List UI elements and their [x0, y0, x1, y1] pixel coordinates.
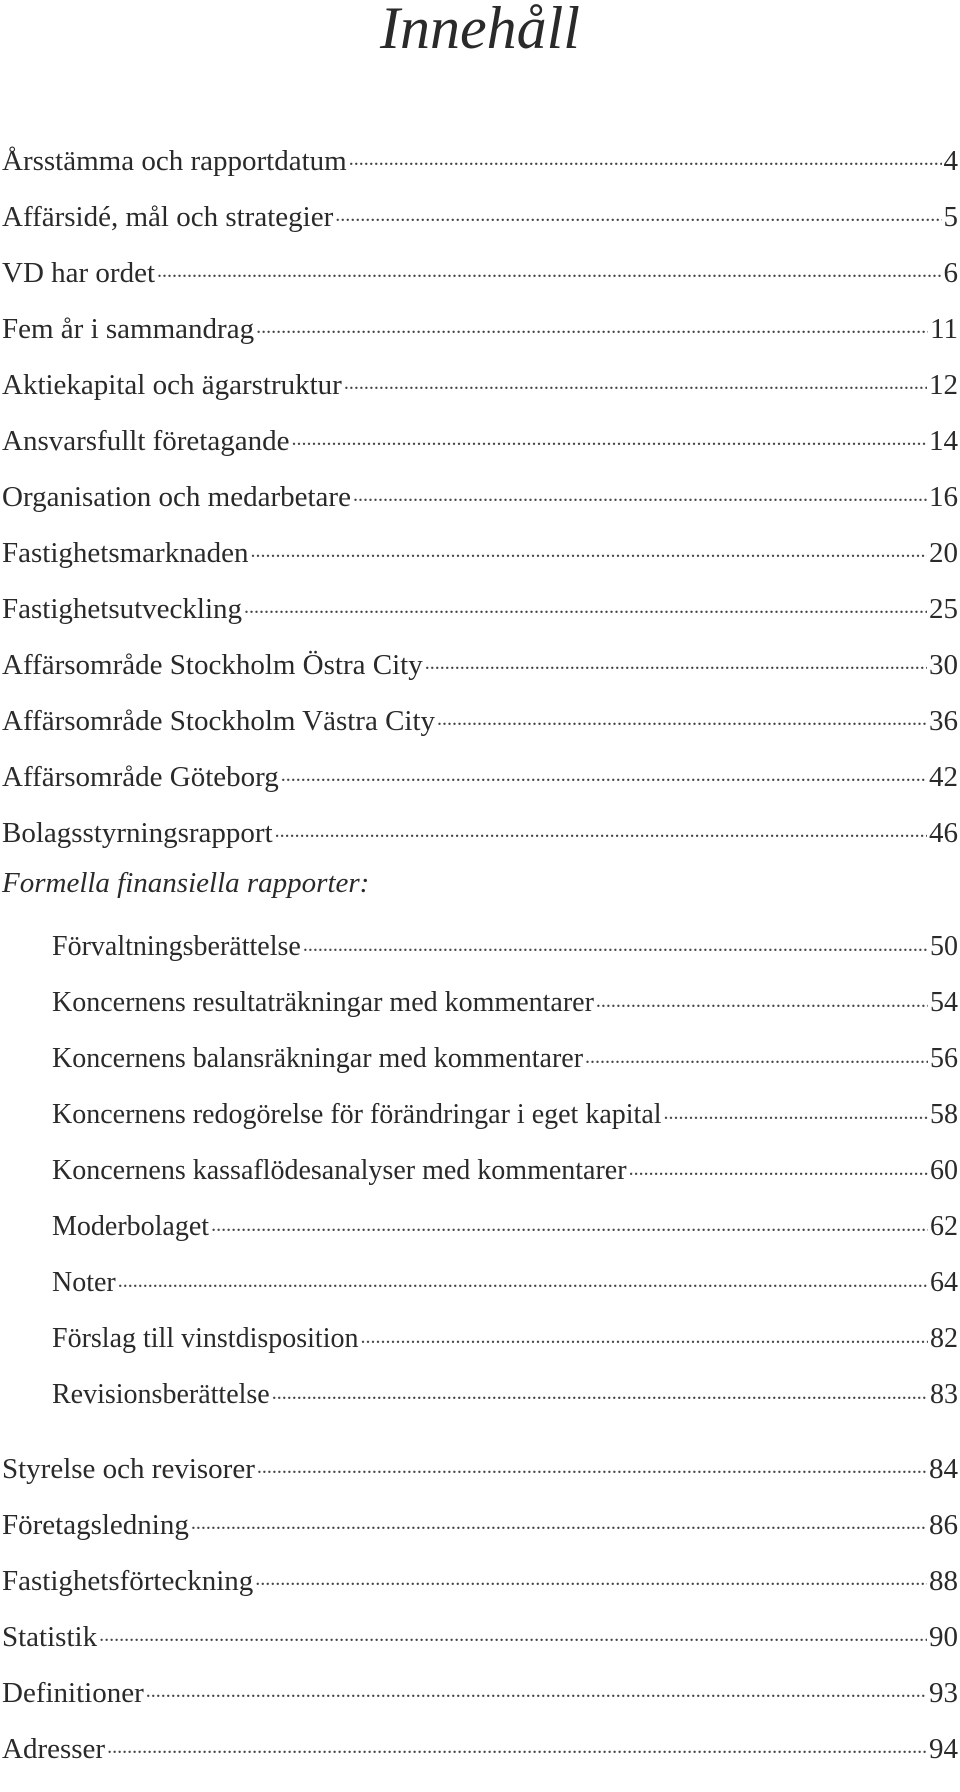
toc-entry[interactable]: [2, 194, 958, 234]
toc-entry[interactable]: [2, 362, 958, 402]
dot-leader: [664, 1098, 928, 1132]
toc-entry-page: 11: [930, 313, 958, 345]
toc-entry[interactable]: [2, 1558, 958, 1598]
toc-entry-page: 30: [929, 649, 958, 681]
dot-leader: [335, 200, 941, 234]
dot-leader: [272, 1378, 928, 1412]
toc-entry-page: 42: [929, 761, 958, 793]
toc-entry-page: 62: [930, 1211, 958, 1242]
toc-entry-page: 14: [929, 425, 958, 457]
toc-entry[interactable]: [2, 810, 958, 850]
dot-leader: [437, 704, 927, 738]
toc-entry[interactable]: [2, 474, 958, 514]
dot-leader: [211, 1210, 928, 1244]
toc-sub-entry[interactable]: [52, 1204, 958, 1244]
toc-entry-page: 86: [929, 1509, 958, 1541]
dot-leader: [291, 424, 927, 458]
toc-entry-page: 88: [929, 1565, 958, 1597]
toc-entry-label: Företagsledning: [2, 1509, 189, 1541]
dot-leader: [344, 368, 927, 402]
dot-leader: [303, 930, 928, 964]
toc-entry-label: Bolagsstyrningsrapport: [2, 817, 273, 849]
toc-entry-label: Årsstämma och rapportdatum: [2, 145, 347, 177]
toc-entry-page: 58: [930, 1099, 958, 1130]
dot-leader: [425, 648, 927, 682]
dot-leader: [157, 256, 941, 290]
toc-sub-entry[interactable]: [52, 1148, 958, 1188]
dot-leader: [146, 1676, 927, 1710]
toc-entry-page: 56: [930, 1043, 958, 1074]
toc-sub-entry[interactable]: [52, 924, 958, 964]
toc-entry-label: Förvaltningsberättelse: [52, 931, 301, 962]
toc-entry-label: Adresser: [2, 1733, 106, 1765]
toc-entry[interactable]: [2, 1670, 958, 1710]
toc-sub-entry[interactable]: [52, 1316, 958, 1356]
toc-entry-page: 84: [929, 1453, 958, 1485]
toc-entry[interactable]: [2, 530, 958, 570]
toc-entry[interactable]: [2, 250, 958, 290]
toc-entry-page: 64: [930, 1267, 958, 1298]
dot-leader: [244, 592, 927, 626]
toc-entry-label: Ansvarsfullt företagande: [2, 425, 290, 457]
toc-entry-label: Fastighetsförteckning: [2, 1565, 254, 1597]
toc-entry[interactable]: [2, 754, 958, 794]
toc-entry-label: Koncernens kassaflödesanalyser med kommentarer: [52, 1155, 627, 1186]
toc-entry-label: Revisionsberättelse: [52, 1379, 270, 1410]
toc-entry-label: Definitioner: [2, 1677, 144, 1709]
toc-entry-page: 46: [929, 817, 958, 849]
toc-entry-page: 82: [930, 1323, 958, 1354]
dot-leader: [281, 760, 927, 794]
toc-entry-label: Affärsområde Göteborg: [2, 761, 279, 793]
toc-entry-page: 16: [929, 481, 958, 513]
dot-leader: [250, 536, 927, 570]
toc-entry-page: 93: [929, 1677, 958, 1709]
toc-entry-page: 36: [929, 705, 958, 737]
toc-entry-label: Statistik: [2, 1621, 98, 1653]
toc-entry-label: Fastighetsmarknaden: [2, 537, 249, 569]
toc-entry-label: Affärsidé, mål och strategier: [2, 201, 334, 233]
toc-entry-label: VD har ordet: [2, 257, 156, 289]
toc-sub-entry[interactable]: [52, 1260, 958, 1300]
toc-entry-label: Noter: [52, 1267, 116, 1298]
toc-entry[interactable]: [2, 1726, 958, 1766]
toc-entry-label: Affärsområde Stockholm Västra City: [2, 705, 436, 737]
toc-entry[interactable]: [2, 586, 958, 626]
dot-leader: [107, 1732, 927, 1766]
toc-entry[interactable]: [2, 1502, 958, 1542]
dot-leader: [629, 1154, 928, 1188]
toc-entry-page: 60: [930, 1155, 958, 1186]
dot-leader: [275, 816, 927, 850]
dot-leader: [349, 144, 942, 178]
toc-entry-page: 4: [943, 145, 958, 177]
toc-sub-entry[interactable]: [52, 1092, 958, 1132]
toc-entry-label: Affärsområde Stockholm Östra City: [2, 649, 423, 681]
toc-sub-entry[interactable]: [52, 1036, 958, 1076]
toc-entry-label: Fastighetsutveckling: [2, 593, 243, 625]
toc-entry[interactable]: [2, 642, 958, 682]
dot-leader: [255, 1564, 927, 1598]
toc-entry-label: Förslag till vinstdisposition: [52, 1323, 359, 1354]
dot-leader: [257, 1452, 927, 1486]
section-heading: Formella finansiella rapporter:: [2, 867, 370, 899]
toc-entry[interactable]: [2, 138, 958, 178]
page-title: Innehåll: [380, 0, 580, 61]
toc-entry-page: 20: [929, 537, 958, 569]
toc-entry-label: Aktiekapital och ägarstruktur: [2, 369, 342, 401]
toc-entry[interactable]: [2, 698, 958, 738]
dot-leader: [585, 1042, 928, 1076]
toc-entry[interactable]: [2, 1614, 958, 1654]
dot-leader: [99, 1620, 927, 1654]
toc-entry-label: Organisation och medarbetare: [2, 481, 351, 513]
toc-entry-label: Koncernens balansräkningar med kommentarer: [52, 1043, 584, 1074]
toc-sub-entry[interactable]: [52, 980, 958, 1020]
toc-sub-entry[interactable]: [52, 1372, 958, 1412]
toc-entry-page: 90: [929, 1621, 958, 1653]
toc-entry-page: 54: [930, 987, 958, 1018]
dot-leader: [360, 1322, 928, 1356]
toc-entry-page: 25: [929, 593, 958, 625]
toc-entry-label: Fem år i sammandrag: [2, 313, 255, 345]
toc-entry-label: Koncernens resultaträkningar med kommentarer: [52, 987, 594, 1018]
toc-entry-page: 12: [929, 369, 958, 401]
toc-entry[interactable]: [2, 1446, 958, 1486]
dot-leader: [353, 480, 927, 514]
toc-entry[interactable]: [2, 418, 958, 458]
toc-entry-page: 5: [943, 201, 958, 233]
dot-leader: [256, 312, 928, 346]
dot-leader: [596, 986, 928, 1020]
toc-entry-label: Koncernens redogörelse för förändringar i eget kapital: [52, 1099, 662, 1130]
dot-leader: [191, 1508, 927, 1542]
toc-entry-label: Styrelse och revisorer: [2, 1453, 255, 1485]
dot-leader: [118, 1266, 928, 1300]
toc-entry[interactable]: [2, 306, 958, 346]
toc-entry-page: 94: [929, 1733, 958, 1765]
toc-entry-page: 50: [930, 931, 958, 962]
toc-entry-page: 83: [930, 1379, 958, 1410]
toc-entry-page: 6: [943, 257, 958, 289]
toc-entry-label: Moderbolaget: [52, 1211, 210, 1242]
